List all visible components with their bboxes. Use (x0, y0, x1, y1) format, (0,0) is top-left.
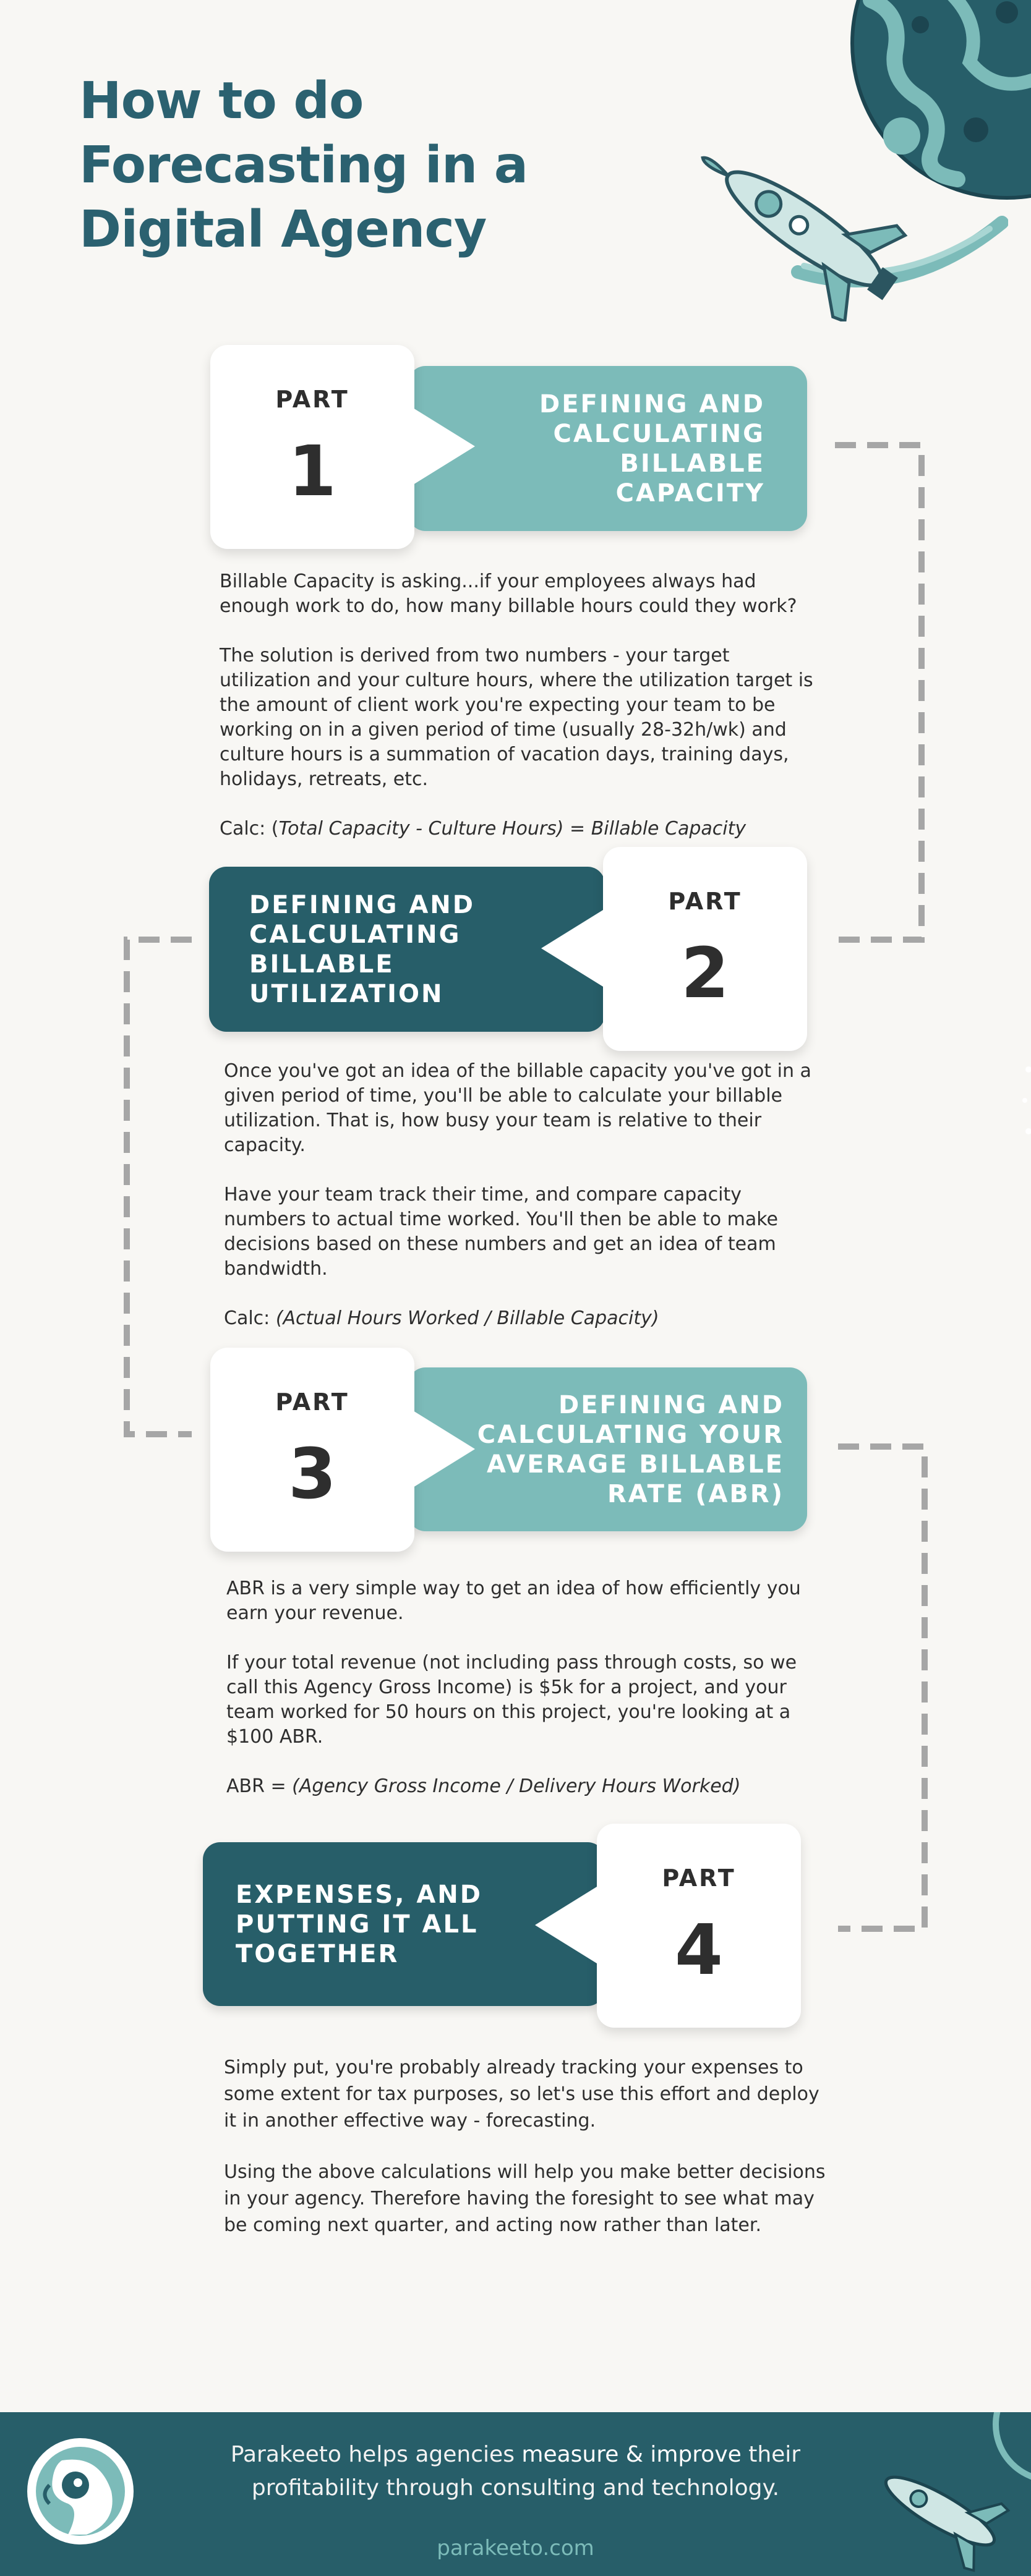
part-1-paragraph: The solution is derived from two numbers - your target utilization and your culture hours, where the utilization target is the amount of client work you're expecting your team to be working on in a given period of time (usually 28-32h/wk) and culture hours is a summation of vacation days, training days, holidays, retreats, etc. (220, 645, 813, 790)
rocket-icon (866, 2412, 1031, 2576)
part-1-heading: DEFINING AND CALCULATING BILLABLE CAPACITY (539, 389, 765, 508)
connector-part-1-to-2 (829, 433, 940, 952)
connector-part-2-to-3 (118, 927, 204, 1447)
part-2-body (224, 1059, 818, 1331)
part-2-pointer (541, 910, 603, 987)
part-3-card (210, 1348, 414, 1552)
part-4-card (597, 1824, 801, 2028)
footer-tagline-highlight: measure & improve (521, 2442, 742, 2467)
footer-website-link[interactable]: parakeeto.com (437, 2536, 594, 2561)
part-1-card (210, 345, 414, 549)
part-4-number: 4 (675, 1910, 723, 1991)
part-1-calc (220, 817, 826, 841)
part-4-paragraph: Simply put, you're probably already tracking your expenses to some extent for tax purposes, so let's use this effort and deploy it in another effective way - forecasting. (224, 2057, 819, 2132)
part-2-paragraph: Once you've got an idea of the billable capacity you've got in a given period of time, you'll be able to calculate your billable utilization. That is, how busy your team is relative to their capacity. (224, 1060, 811, 1156)
part-2-label: PART (668, 888, 742, 915)
part-1-paragraph: Billable Capacity is asking...if your employees always had enough work to do, how many billable hours could they work? (220, 571, 797, 617)
part-3-pointer (413, 1411, 475, 1487)
part-3-label: PART (275, 1388, 349, 1416)
part-3-calc (226, 1774, 832, 1799)
part-2-paragraph: Have your team track their time, and compare capacity numbers to actual time worked. You'll then be able to make decisions based on these numbers and get an idea of team bandwidth. (224, 1184, 778, 1280)
part-1-number: 1 (288, 431, 336, 512)
part-3-heading: DEFINING AND CALCULATING YOUR AVERAGE BILLABLE RATE (ABR) (477, 1390, 784, 1508)
part-3-number: 3 (288, 1434, 336, 1515)
part-1-label: PART (275, 386, 349, 413)
footer-tagline-line-2: profitability through consulting and technology. (251, 2475, 780, 2501)
footer-tagline-c: their (741, 2442, 801, 2467)
part-4-label: PART (662, 1864, 736, 1892)
part-4-body (224, 2054, 830, 2238)
part-3-paragraph: If your total revenue (not including pass through costs, so we call this Agency Gross Income) is $5k for a project, and your team worked for 50 hours on this project, you're looking at a $100 ABR. (226, 1652, 797, 1748)
part-1-pointer (413, 408, 475, 485)
part-3-body (226, 1576, 832, 1799)
part-4-heading: EXPENSES, AND PUTTING IT ALL TOGETHER (236, 1880, 482, 1968)
part-1-body (220, 569, 826, 841)
part-4-pointer (535, 1887, 597, 1963)
calc-formula: Total Capacity - Culture Hours) = Billable Capacity (278, 818, 747, 840)
calc-formula: (Actual Hours Worked / Billable Capacity) (275, 1307, 659, 1329)
calc-formula: (Agency Gross Income / Delivery Hours Worked) (292, 1775, 741, 1797)
footer (0, 2412, 1031, 2576)
page-title: How to do Forecasting in a Digital Agency (79, 72, 528, 259)
connector-part-3-to-4 (829, 1434, 940, 1941)
part-4-paragraph: Using the above calculations will help you make better decisions in your agency. Therefore having the foresight to see what may be coming next quarter, and acting now rather than later. (224, 2161, 826, 2236)
footer-tagline-a: Parakeeto helps agencies (230, 2442, 522, 2467)
calc-prefix: ABR = (226, 1775, 293, 1797)
part-2-card (603, 847, 807, 1051)
calc-prefix: Calc: ( (220, 818, 279, 840)
decorative-dots (1012, 1051, 1031, 1150)
rocket-icon (699, 148, 1008, 321)
part-2-calc (224, 1306, 818, 1331)
calc-prefix: Calc: (224, 1307, 276, 1329)
part-3-paragraph: ABR is a very simple way to get an idea of how efficiently you earn your revenue. (226, 1578, 801, 1624)
part-2-heading: DEFINING AND CALCULATING BILLABLE UTILIZATION (249, 890, 475, 1008)
part-2-number: 2 (681, 933, 729, 1014)
